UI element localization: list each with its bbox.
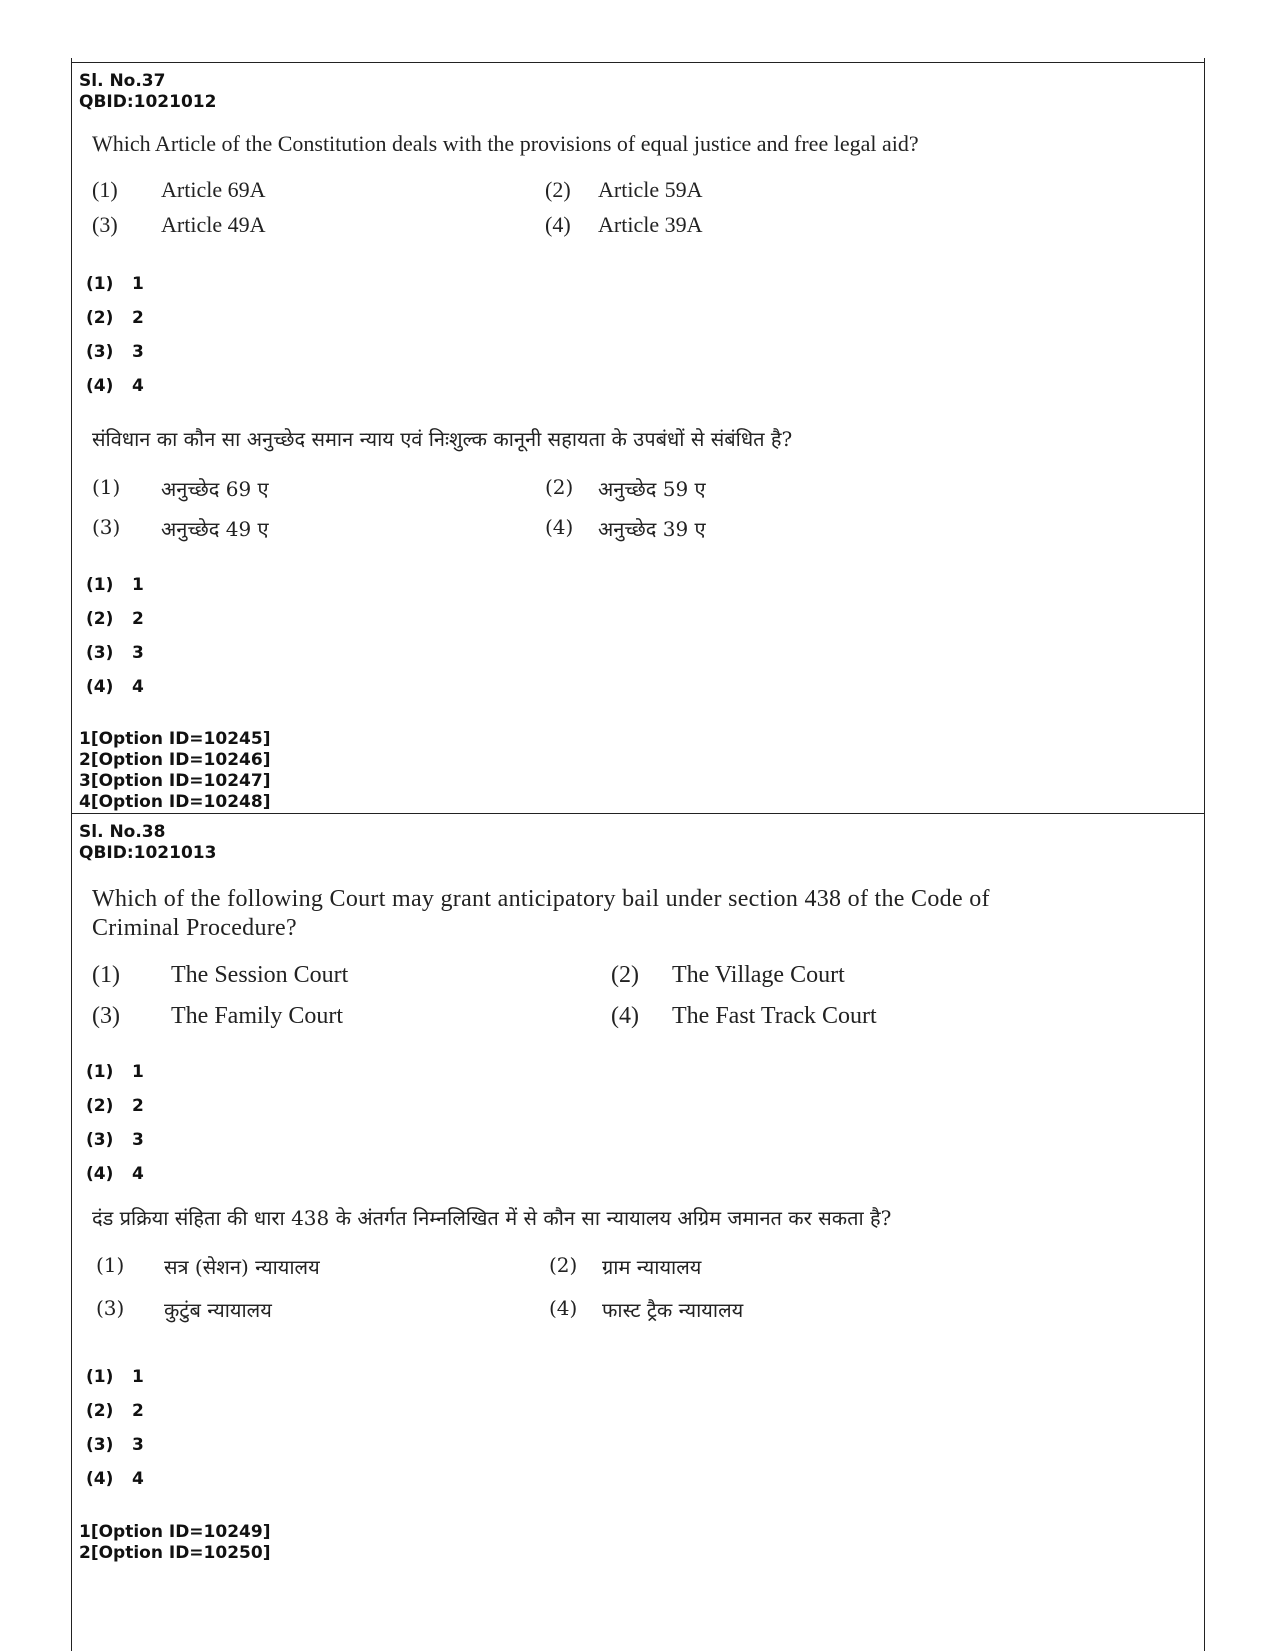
q38-hi-option-2-text: ग्राम न्यायालय [602,1255,702,1279]
answer-number: (2) [86,308,114,328]
answer-value: 4 [132,376,144,396]
answer-value: 1 [132,1062,144,1082]
q37-hi-answer-row [86,677,144,697]
answer-number: (4) [86,1469,114,1489]
q37-en-answer-row [86,308,144,328]
q37-en-option-4-number: (4) [545,212,571,237]
q37-en-option-2-number: (2) [545,177,571,202]
q37-serial-number: Sl. No.37 [79,71,166,91]
answer-number: (2) [86,1401,114,1421]
answer-value: 1 [132,274,144,294]
option-id: 1[Option ID=10249] [79,1522,271,1542]
answer-value: 2 [132,609,144,629]
q38-hi-option-4-text: फास्ट ट्रैक न्यायालय [602,1298,744,1322]
q38-en-answer-row [86,1096,144,1116]
option-id: 2[Option ID=10250] [79,1543,271,1563]
q38-hi-answer-row [86,1469,144,1489]
q38-hi-option-4-number: (4) [549,1296,578,1320]
q38-en-option-1-text: The Session Court [171,962,349,988]
answer-number: (3) [86,342,114,362]
frame-left-border [71,58,72,1651]
q38-hi-option-3-number: (3) [96,1296,125,1320]
answer-number: (1) [86,274,114,294]
answer-value: 2 [132,1401,144,1421]
q37-hi-option-1-text: अनुच्छेद 69 ए [161,477,269,501]
answer-number: (3) [86,1435,114,1455]
q38-hindi-question: दंड प्रक्रिया संहिता की धारा 438 के अंतर्गत निम्नलिखित में से कौन सा न्यायालय अग्रिम जमानत कर सकता है? [92,1206,892,1230]
q37-hindi-question: संविधान का कौन सा अनुच्छेद समान न्याय एवं निःशुल्क कानूनी सहायता के उपबंधों से संबंधित है? [92,427,793,451]
q37-en-option-1-text: Article 69A [161,177,266,202]
q37-hi-option-2-number: (2) [545,475,574,499]
option-id: 4[Option ID=10248] [79,792,271,812]
answer-value: 3 [132,342,144,362]
question-divider [71,813,1205,814]
q38-en-option-3-text: The Family Court [171,1003,343,1029]
q38-qbid: QBID:1021013 [79,843,217,863]
q38-hi-option-1-text: सत्र (सेशन) न्यायालय [164,1255,320,1279]
answer-number: (2) [86,1096,114,1116]
answer-number: (3) [86,643,114,663]
option-id: 3[Option ID=10247] [79,771,271,791]
answer-number: (4) [86,677,114,697]
q37-en-option-4-text: Article 39A [598,212,703,237]
q38-en-option-4-text: The Fast Track Court [672,1003,877,1029]
answer-value: 3 [132,1130,144,1150]
q38-en-option-2-text: The Village Court [672,962,845,988]
q38-en-answer-row [86,1130,144,1150]
q38-hi-answer-row [86,1367,144,1387]
answer-number: (1) [86,1367,114,1387]
frame-right-border [1204,58,1205,1651]
q37-qbid: QBID:1021012 [79,92,217,112]
q37-option-id-list [79,729,270,813]
q37-hi-option-3-text: अनुच्छेद 49 ए [161,517,269,541]
answer-number: (4) [86,1164,114,1184]
answer-number: (2) [86,609,114,629]
answer-number: (3) [86,1130,114,1150]
q38-en-answer-row [86,1164,144,1184]
q38-en-option-2-number: (2) [611,962,639,988]
q38-hi-option-1-number: (1) [96,1253,125,1277]
answer-number: (1) [86,575,114,595]
q37-en-answer-row [86,376,144,396]
q37-meta [79,71,216,113]
q38-hi-answer-row [86,1401,144,1421]
q38-en-option-4-number: (4) [611,1003,639,1029]
q37-en-answer-row [86,342,144,362]
q37-english-question: Which Article of the Constitution deals with the provisions of equal justice and free legal aid? [92,131,919,156]
q37-hi-answer-row [86,609,144,629]
answer-value: 1 [132,1367,144,1387]
q37-hi-option-4-number: (4) [545,515,574,539]
q37-en-option-3-text: Article 49A [161,212,266,237]
q38-hi-option-3-text: कुटुंब न्यायालय [164,1298,272,1322]
q38-option-id-list [79,1522,270,1564]
answer-value: 4 [132,1164,144,1184]
q37-en-answer-row [86,274,144,294]
q37-hi-option-2-text: अनुच्छेद 59 ए [598,477,706,501]
answer-value: 2 [132,1096,144,1116]
q37-en-option-3-number: (3) [92,212,118,237]
option-id: 1[Option ID=10245] [79,729,271,749]
q38-hi-option-2-number: (2) [549,1253,578,1277]
option-id: 2[Option ID=10246] [79,750,271,770]
answer-value: 4 [132,677,144,697]
q38-english-question-line-2: Criminal Procedure? [92,915,297,941]
q38-english-question-line-1: Which of the following Court may grant anticipatory bail under section 438 of the Code of [92,886,990,912]
q37-hi-answer-row [86,643,144,663]
frame-top-rule [71,62,1205,63]
q38-hi-answer-row [86,1435,144,1455]
q37-hi-option-3-number: (3) [92,515,121,539]
q38-meta [79,822,216,864]
answer-value: 3 [132,1435,144,1455]
answer-number: (4) [86,376,114,396]
q37-hi-answer-row [86,575,144,595]
answer-value: 1 [132,575,144,595]
q38-en-option-1-number: (1) [92,962,120,988]
q37-hi-option-1-number: (1) [92,475,121,499]
q38-english-question [92,885,990,943]
answer-value: 4 [132,1469,144,1489]
answer-number: (1) [86,1062,114,1082]
answer-value: 3 [132,643,144,663]
q38-serial-number: Sl. No.38 [79,822,166,842]
answer-value: 2 [132,308,144,328]
q37-en-option-2-text: Article 59A [598,177,703,202]
q38-en-option-3-number: (3) [92,1003,120,1029]
q37-en-option-1-number: (1) [92,177,118,202]
q38-en-answer-row [86,1062,144,1082]
q37-hi-option-4-text: अनुच्छेद 39 ए [598,517,706,541]
